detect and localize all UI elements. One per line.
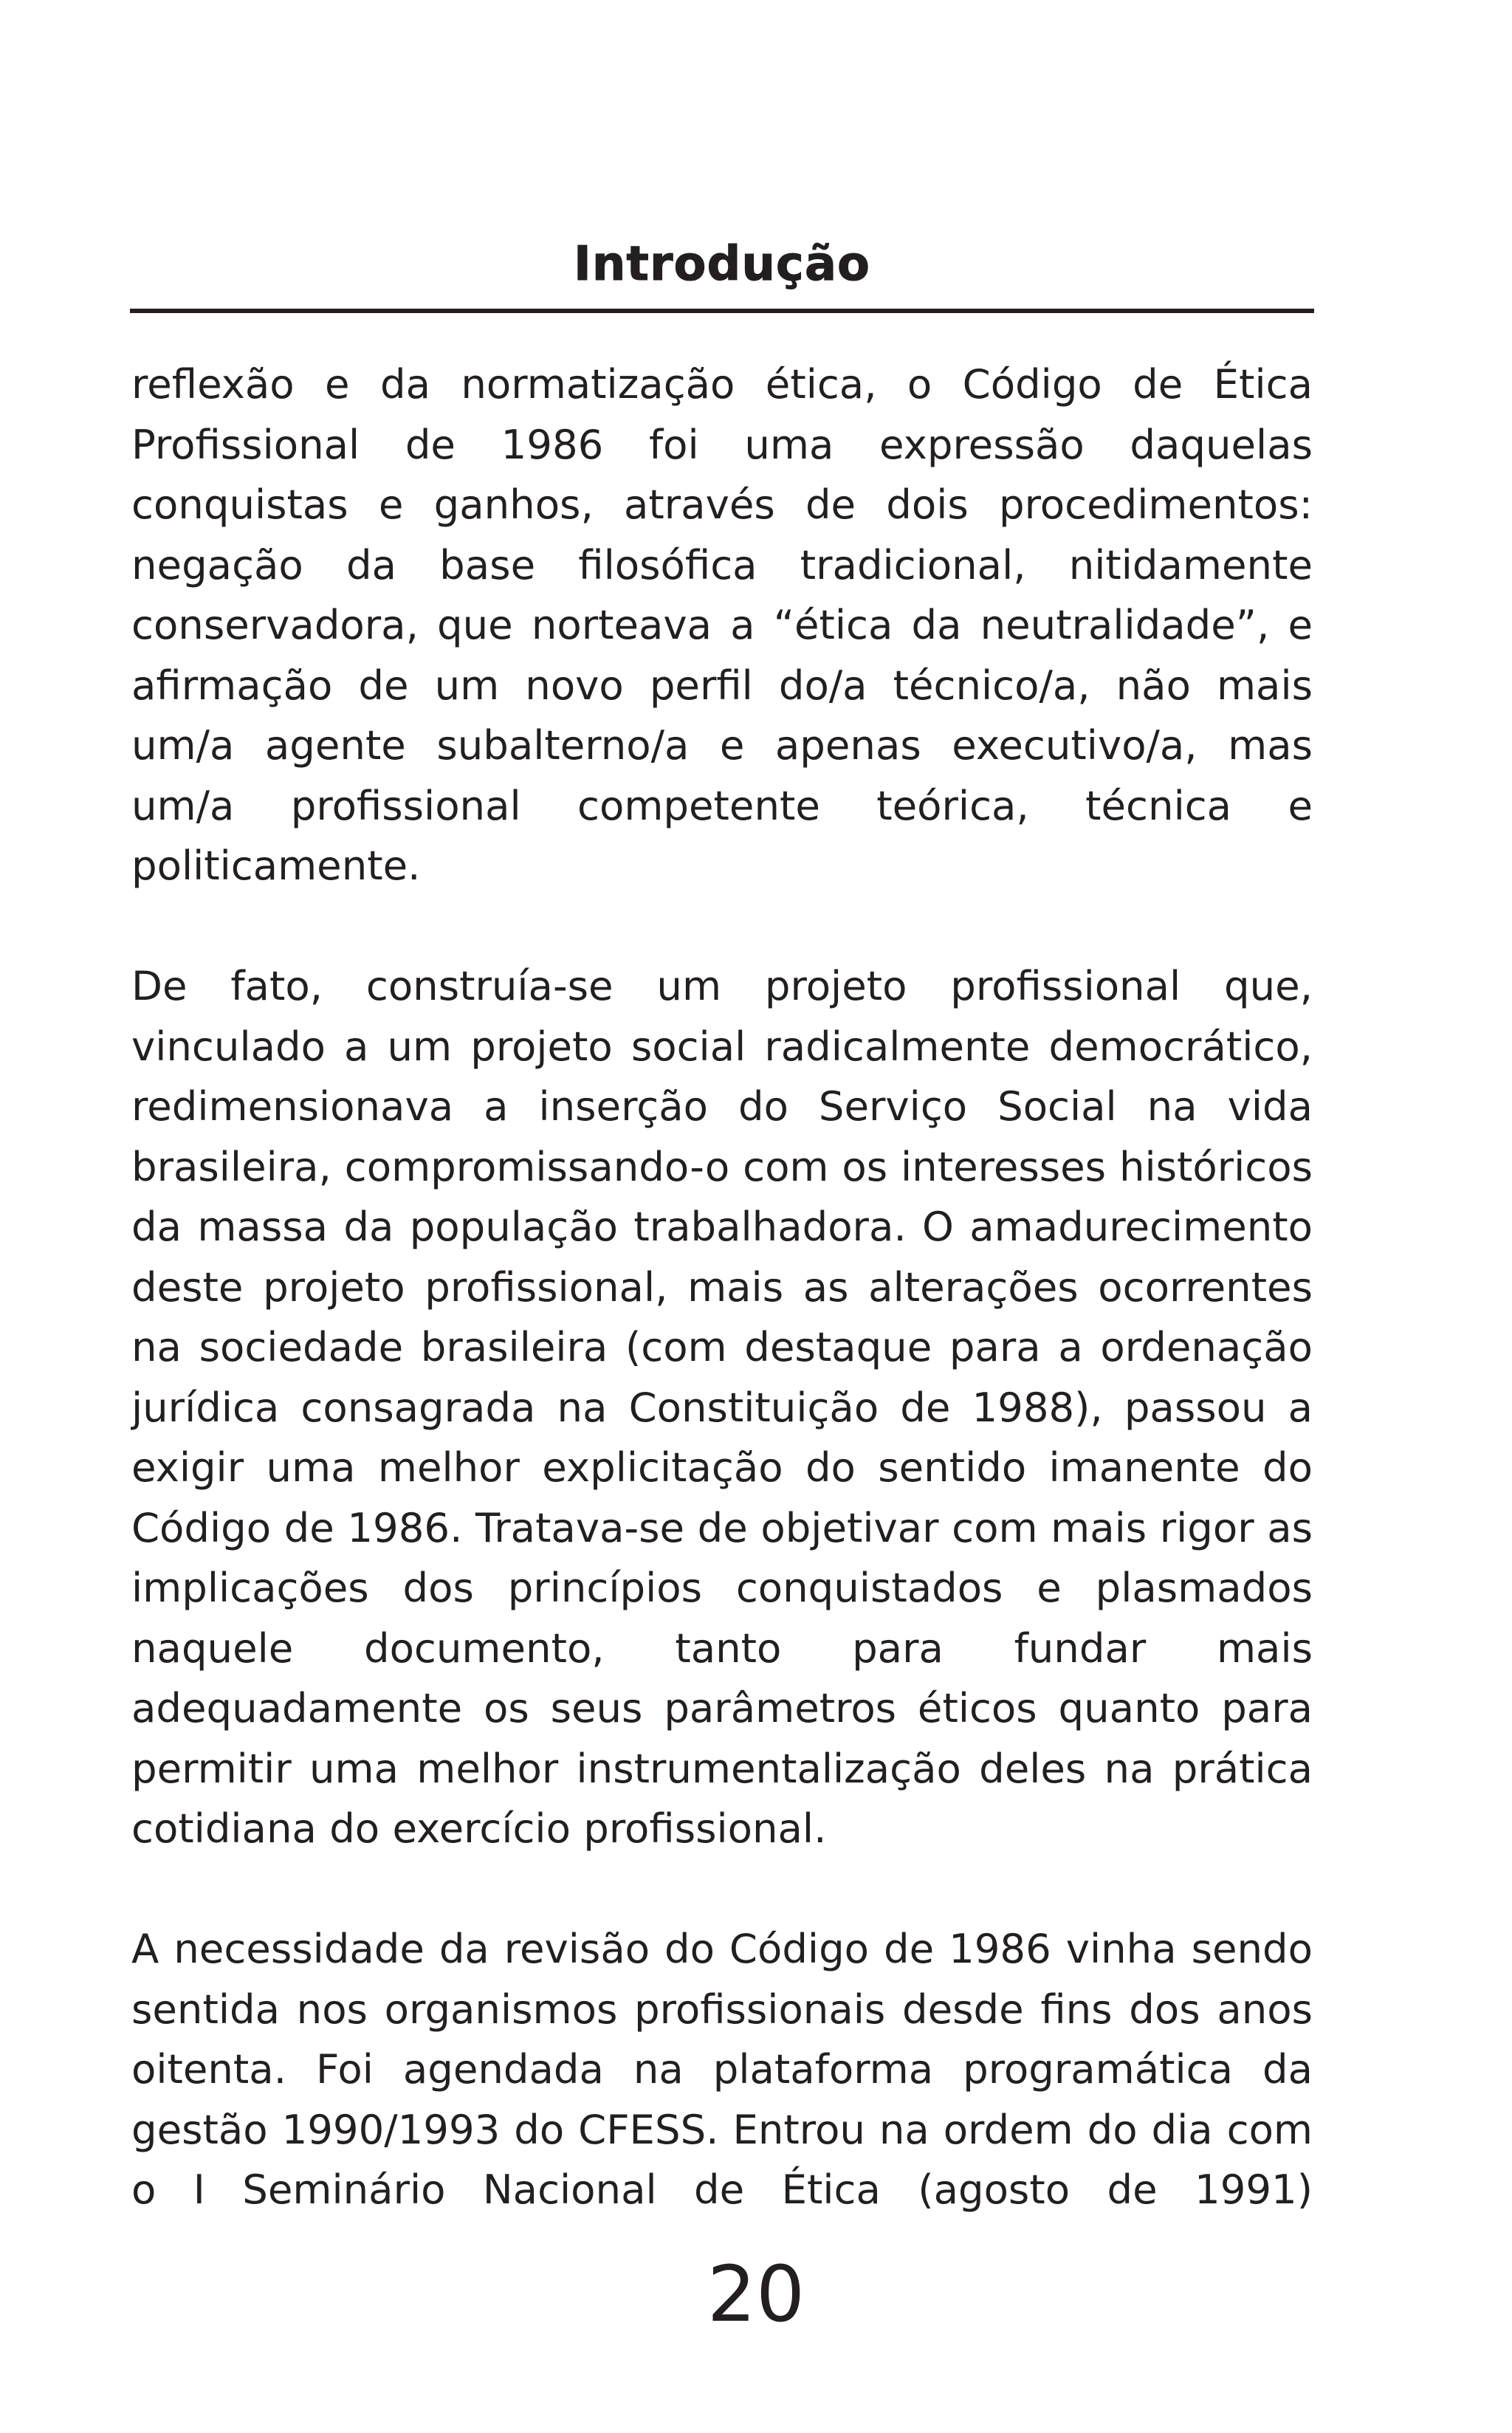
page-number: 20 [707, 2249, 805, 2339]
paragraph-3: A necessidade da revisão do Código de 1986 vinha sendo sentida nos organismos profissionais desde fins dos anos oitenta. Foi agendada na plataforma programática da gestão 1990/1993 do CFESS. Entrou na ordem do dia com o I Seminário Nacional de Ética (agosto de 1991) [131, 1925, 1313, 2213]
section-title: Introdução [574, 237, 870, 292]
body-text [131, 354, 1313, 2220]
paragraph-1: reflexão e da normatização ética, o Código de Ética Profissional de 1986 foi uma expressão daquelas conquistas e ganhos, através de dois procedimentos: negação da base filosófica tradicional, nitidamente conservadora, que norteava a “ética da neutralidade”, e afirmação de um novo perfil do/a técnico/a, não mais um/a agente subalterno/a e apenas executivo/a, mas um/a profissional competente teórica, técnica e politicamente. [131, 360, 1313, 889]
header-divider [130, 309, 1314, 313]
paragraph-2: De fato, construía-se um projeto profissional que, vinculado a um projeto social radicalmente democrático, redimensionava a inserção do Serviço Social na vida brasileira, compromissando-o com os interesses históricos da massa da população trabalhadora. O amadurecimento deste projeto profissional, mais as alterações ocorrentes na sociedade brasileira (com destaque para a ordenação jurídica consagrada na Constituição de 1988), passou a exigir uma melhor explicitação do sentido imanente do Código de 1986. Tratava-se de objetivar com mais rigor as implicações dos princípios conquistados e plasmados naquele documento, tanto para fundar mais adequadamente os seus parâmetros éticos quanto para permitir uma melhor instrumentalização deles na prática cotidiana do exercício profissional. [131, 962, 1313, 1852]
running-header [130, 237, 1314, 292]
